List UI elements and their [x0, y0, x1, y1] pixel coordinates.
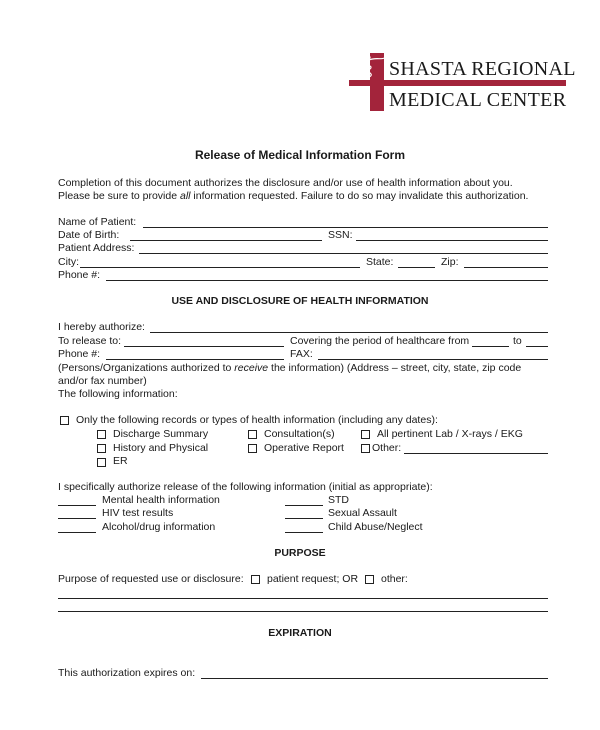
- patient-request-label: patient request; OR: [267, 573, 359, 585]
- state-field[interactable]: [398, 267, 435, 268]
- other-records-field[interactable]: [404, 453, 548, 454]
- operative-report-checkbox[interactable]: [248, 444, 257, 453]
- fax-label: FAX:: [290, 348, 313, 360]
- period-from-field[interactable]: [472, 346, 509, 347]
- phone-label: Phone #:: [58, 269, 101, 281]
- hiv-label: HIV test results: [102, 507, 174, 519]
- dob-field[interactable]: [130, 240, 322, 241]
- dob-label: Date of Birth:: [58, 229, 120, 241]
- release-phone-field[interactable]: [106, 359, 284, 360]
- patient-request-checkbox[interactable]: [251, 575, 260, 584]
- purpose-other-label: other:: [381, 573, 408, 585]
- address-field[interactable]: [139, 253, 548, 254]
- persons-note-line1: (Persons/Organizations authorized to receive the information) (Address – street, city, state, zip code: [58, 362, 522, 374]
- logo-text-line2: MEDICAL CENTER: [389, 89, 567, 111]
- persons-note-line2: and/or fax number): [58, 375, 147, 387]
- patient-name-field[interactable]: [143, 227, 548, 228]
- intro-line1: Completion of this document authorizes the disclosure and/or use of health information about you.: [58, 177, 513, 189]
- consultation-checkbox[interactable]: [248, 430, 257, 439]
- initial-hiv-field[interactable]: [58, 518, 96, 519]
- mental-health-label: Mental health information: [102, 494, 220, 506]
- discharge-summary-label: Discharge Summary: [113, 428, 209, 440]
- zip-label: Zip:: [441, 256, 459, 268]
- release-to-label: To release to:: [58, 335, 122, 347]
- other-records-label: Other:: [372, 442, 402, 454]
- release-phone-label: Phone #:: [58, 348, 101, 360]
- operative-report-label: Operative Report: [264, 442, 344, 454]
- phone-field[interactable]: [106, 280, 548, 281]
- purpose-label: Purpose of requested use or disclosure:: [58, 573, 244, 585]
- expiration-label: This authorization expires on:: [58, 667, 196, 679]
- zip-field[interactable]: [464, 267, 548, 268]
- form-title: Release of Medical Information Form: [194, 148, 406, 162]
- other-records-checkbox[interactable]: [361, 444, 370, 453]
- lab-xray-ekg-checkbox[interactable]: [361, 430, 370, 439]
- city-label: City:: [58, 256, 79, 268]
- purpose-other-checkbox[interactable]: [365, 575, 374, 584]
- authorize-field[interactable]: [150, 332, 548, 333]
- intro-line2: Please be sure to provide all information requested. Failure to do so may invalidate this authorization.: [58, 190, 529, 202]
- specific-authorize-label: I specifically authorize release of the following information (initial as appropriate):: [58, 481, 433, 493]
- discharge-summary-checkbox[interactable]: [97, 430, 106, 439]
- ssn-field[interactable]: [356, 240, 548, 241]
- address-label: Patient Address:: [58, 242, 135, 254]
- initial-child-abuse-field[interactable]: [285, 532, 323, 533]
- purpose-line-1[interactable]: [58, 598, 548, 599]
- child-abuse-label: Child Abuse/Neglect: [328, 521, 423, 533]
- std-label: STD: [328, 494, 349, 506]
- expiration-date-field[interactable]: [201, 678, 548, 679]
- covering-period-label: Covering the period of healthcare from: [290, 335, 470, 347]
- use-disclosure-heading: USE AND DISCLOSURE OF HEALTH INFORMATION: [171, 295, 429, 307]
- authorize-label: I hereby authorize:: [58, 321, 145, 333]
- lab-xray-ekg-label: All pertinent Lab / X-rays / EKG: [377, 428, 523, 440]
- purpose-heading: PURPOSE: [274, 547, 326, 559]
- history-physical-label: History and Physical: [113, 442, 209, 454]
- only-following-label: Only the following records or types of health information (including any dates):: [76, 414, 438, 426]
- initial-mental-health-field[interactable]: [58, 505, 96, 506]
- consultation-label: Consultation(s): [264, 428, 335, 440]
- only-following-checkbox[interactable]: [60, 416, 69, 425]
- patient-name-label: Name of Patient:: [58, 216, 137, 228]
- initial-alcohol-drug-field[interactable]: [58, 532, 96, 533]
- er-checkbox[interactable]: [97, 458, 106, 467]
- city-field[interactable]: [80, 267, 360, 268]
- logo-text-line1: SHASTA REGIONAL: [389, 58, 576, 80]
- following-info-label: The following information:: [58, 388, 178, 400]
- initial-std-field[interactable]: [285, 505, 323, 506]
- state-label: State:: [366, 256, 394, 268]
- period-to-field[interactable]: [526, 346, 548, 347]
- sexual-assault-label: Sexual Assault: [328, 507, 397, 519]
- er-label: ER: [113, 455, 128, 467]
- alcohol-drug-label: Alcohol/drug information: [102, 521, 216, 533]
- release-to-field[interactable]: [124, 346, 284, 347]
- ssn-label: SSN:: [328, 229, 353, 241]
- expiration-heading: EXPIRATION: [268, 627, 332, 639]
- fax-field[interactable]: [318, 359, 548, 360]
- history-physical-checkbox[interactable]: [97, 444, 106, 453]
- caduceus-icon: [352, 55, 386, 79]
- purpose-line-2[interactable]: [58, 611, 548, 612]
- initial-sexual-assault-field[interactable]: [285, 518, 323, 519]
- period-to-label: to: [513, 335, 522, 347]
